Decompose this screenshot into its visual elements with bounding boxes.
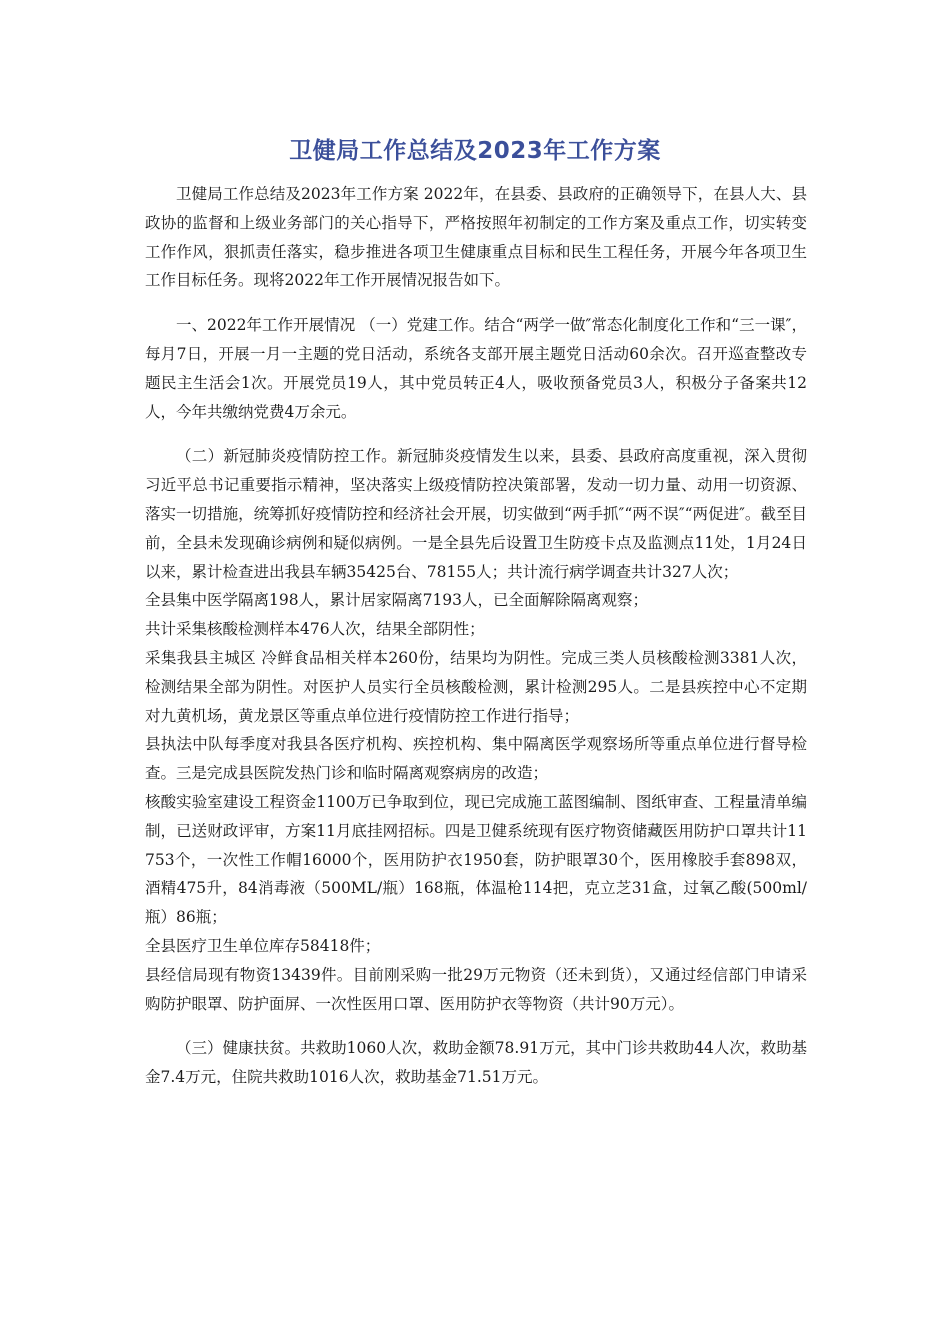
document-body [145,180,807,1092]
epidemic-sampling-paragraph: 采集我县主城区 冷鲜食品相关样本260份，结果均为阴性。完成三类人员核酸检测3381人次，检测结果全部为阴性。对医护人员实行全员核酸检测，累计检测295人。二是县疾控中心不定期对九黄机场，黄龙景区等重点单位进行疫情防控工作进行指导； [145,648,807,725]
epidemic-inspection-paragraph: 县执法中队每季度对我县各医疗机构、疾控机构、集中隔离医学观察场所等重点单位进行督导检查。三是完成县医院发热门诊和临时隔离观察病房的改造； [145,735,807,783]
epidemic-isolation-line: 全县集中医学隔离198人，累计居家隔离7193人，已全面解除隔离观察； [145,591,649,610]
procurement-paragraph: 县经信局现有物资13439件。目前刚采购一批29万元物资（还未到货），又通过经信部门申请采购防护眼罩、防护面屏、一次性医用口罩、医用防护衣等物资（共计90万元）。 [145,965,807,1013]
inventory-line: 全县医疗卫生单位库存58418件； [145,936,381,955]
intro-paragraph: 卫健局工作总结及2023年工作方案 2022年，在县委、县政府的正确领导下，在县人大、县政协的监督和上级业务部门的关心指导下，严格按照年初制定的工作方案及重点工作，切实转变工作作风，狠抓责任落实，稳步推进各项卫生健康重点目标和民生工程任务，开展今年各项卫生工作目标任务。现将2022年工作开展情况报告如下。 [145,185,807,290]
lab-construction-paragraph: 核酸实验室建设工程资金1100万已争取到位，现已完成施工蓝图编制、图纸审查、工程量清单编制，已送财政评审，方案11月底挂网招标。四是卫健系统现有医疗物资储藏医用防护口罩共计11753个，一次性工作帽16000个，医用防护衣1950套，防护眼罩30个，医用橡胶手套898双，酒精475升，84消毒液（500ML/瓶）168瓶，体温枪114把，克立芝31盒，过氧乙酸(500ml/瓶）86瓶； [145,792,807,927]
section-epidemic-control: （二）新冠肺炎疫情防控工作。新冠肺炎疫情发生以来，县委、县政府高度重视，深入贯彻习近平总书记重要指示精神，坚决落实上级疫情防控决策部署，发动一切力量、动用一切资源、落实一切措施，统筹抓好疫情防控和经济社会开展，切实做到“两手抓″“两不误″“两促进″。截至目前，全县未发现确诊病例和疑似病例。一是全县先后设置卫生防疫卡点及监测点11处，1月24日以来，累计检查进出我县车辆35425台、78155人；共计流行病学调查共计327人次； [145,447,807,581]
epidemic-testing-line: 共计采集核酸检测样本476人次，结果全部阴性； [145,620,485,639]
section-party-building: 一、2022年工作开展情况 （一）党建工作。结合“两学一做″常态化制度化工作和“三一课″，每月7日，开展一月一主题的党日活动，系统各支部开展主题党日活动60余次。召开巡查整改专题民主生活会1次。开展党员19人，其中党员转正4人，吸收预备党员3人，积极分子备案共12人，今年共缴纳党费4万余元。 [145,316,807,421]
document-title: 卫健局工作总结及2023年工作方案 [289,138,661,164]
section-health-poverty: （三）健康扶贫。共救助1060人次，救助金额78.91万元，其中门诊共救助44人次，救助基金7.4万元，住院共救助1016人次，救助基金71.51万元。 [145,1039,807,1087]
